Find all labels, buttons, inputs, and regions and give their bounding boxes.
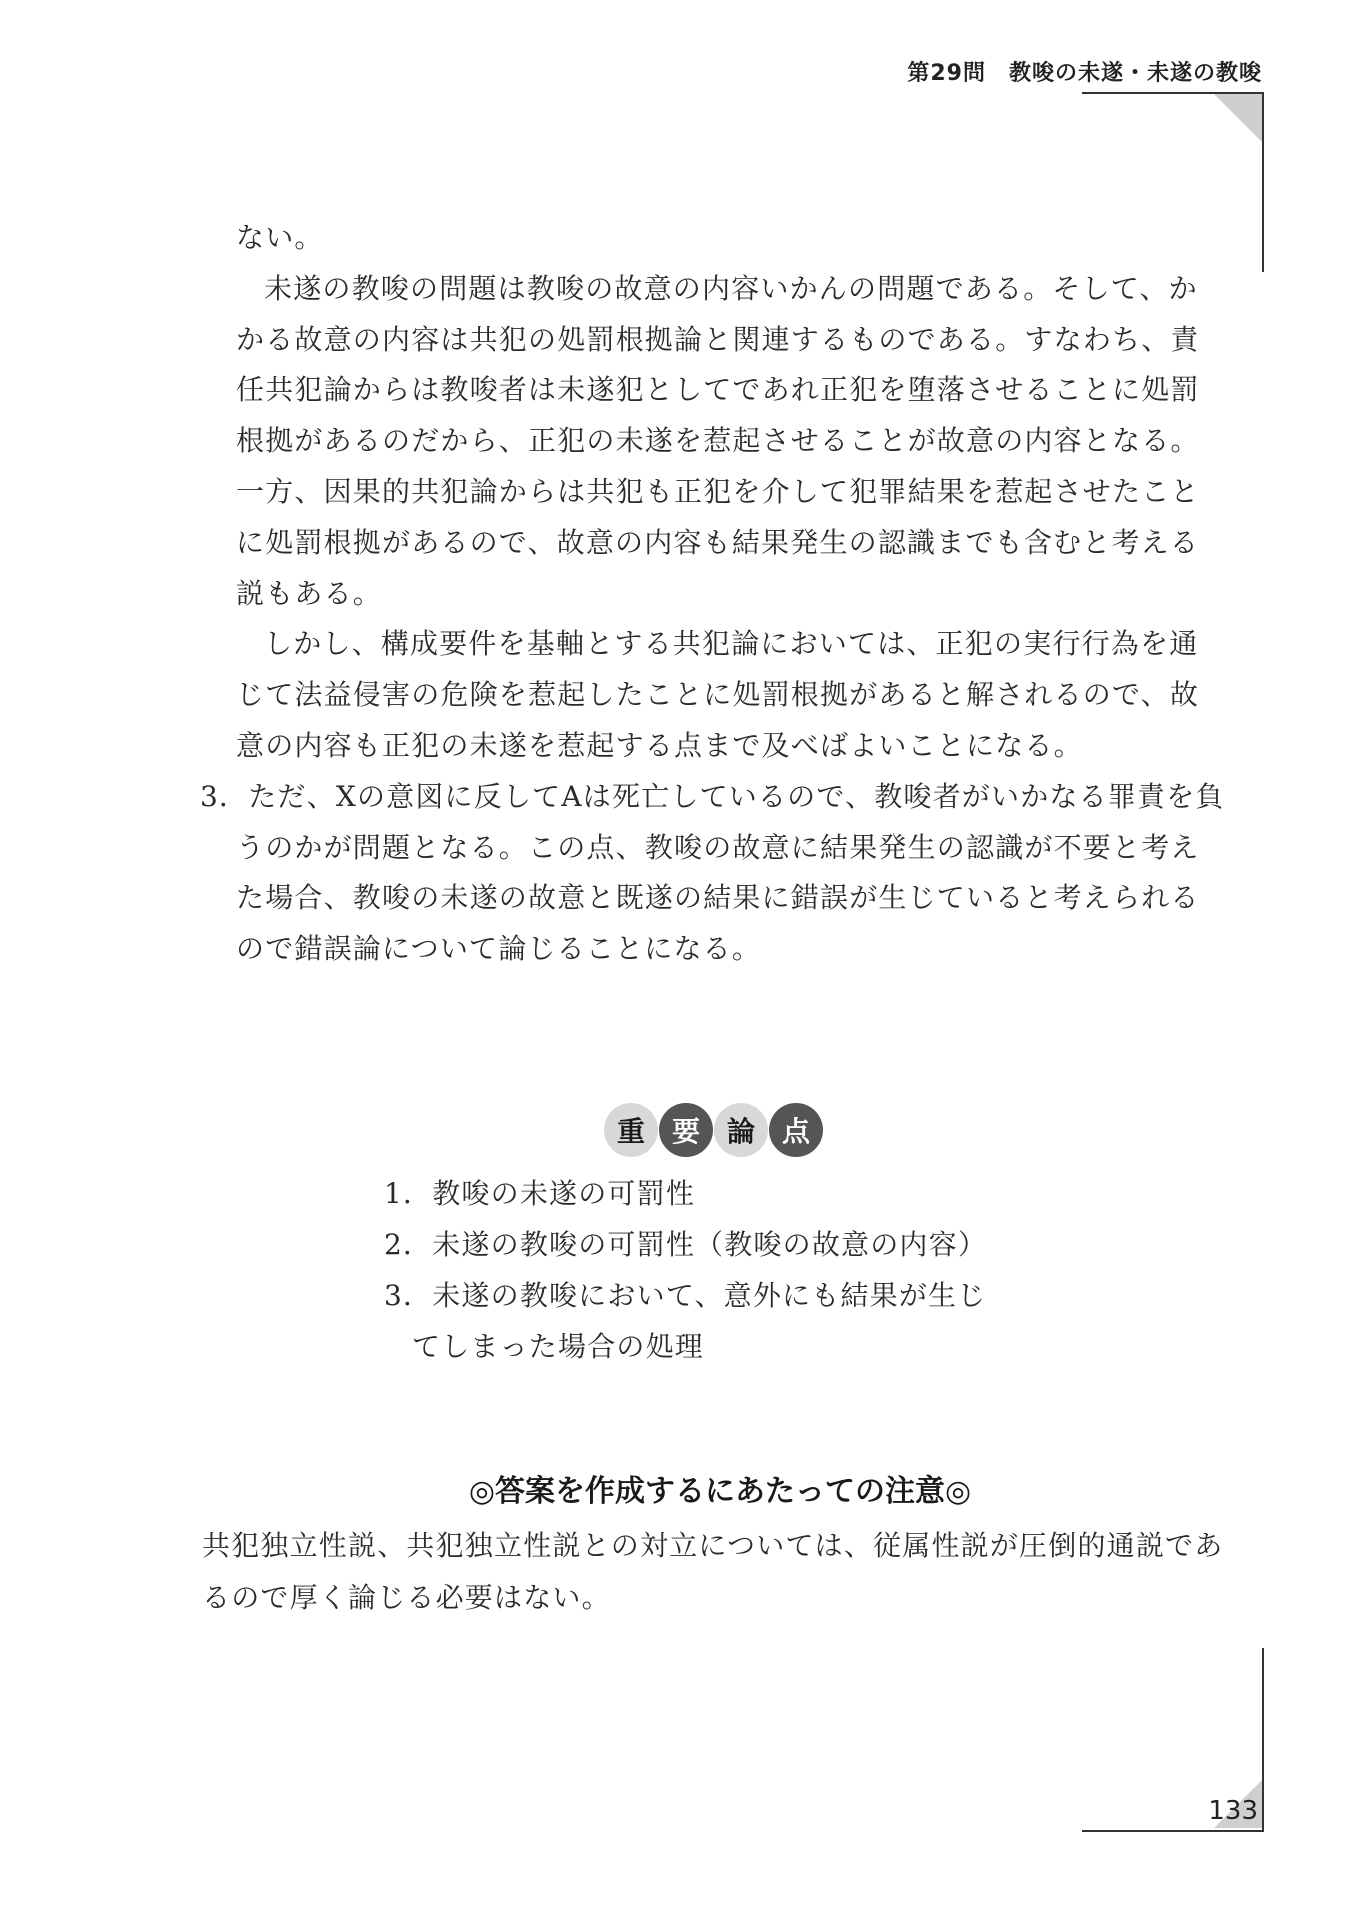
- footer-rule: [1082, 1830, 1264, 1832]
- heading-badge-2: 要: [659, 1103, 713, 1157]
- header-corner-triangle: [1214, 94, 1262, 142]
- key-points-list: [384, 1168, 1084, 1372]
- note-text: [202, 1520, 1232, 1624]
- key-point-item-continuation: てしまった場合の処理: [412, 1330, 705, 1363]
- footer-vertical-rule: [1262, 1648, 1264, 1830]
- page-number: 133: [1208, 1796, 1258, 1826]
- note-title: ◎答案を作成するにあたっての注意◎: [468, 1474, 972, 1509]
- key-points-heading: [604, 1103, 824, 1157]
- heading-badge-1: 重: [604, 1103, 658, 1157]
- paragraph-point-3: 3．ただ、Xの意図に反してAは死亡しているので、教唆者がいかなる罪責を負うのかが問題となる。この点、教唆の故意に結果発生の認識が不要と考えた場合、教唆の未遂の故意と既遂の結果に錯誤が生じていると考えられるので錯誤論について論じることになる。: [200, 779, 1225, 966]
- note-paragraph: 共犯独立性説、共犯独立性説との対立については、従属性説が圧倒的通説であるので厚く論じる必要はない。: [202, 1529, 1224, 1614]
- running-header: 第29問 教唆の未遂・未遂の教唆: [907, 61, 1262, 86]
- key-point-item: 2．未遂の教唆の可罰性（教唆の故意の内容）: [384, 1228, 988, 1261]
- key-point-item: 1．教唆の未遂の可罰性: [384, 1177, 696, 1210]
- key-point-item: 3．未遂の教唆において、意外にも結果が生じ: [384, 1279, 987, 1312]
- paragraph-attempt-instigation: 未遂の教唆の問題は教唆の故意の内容いかんの問題である。そして、かかる故意の内容は共犯の処罰根拠論と関連するものである。すなわち、責任共犯論からは教唆者は未遂犯としてであれ正犯を堕落させることに処罰根拠があるのだから、正犯の未遂を惹起させることが故意の内容となる。一方、因果的共犯論からは共犯も正犯を介して犯罪結果を惹起させたことに処罰根拠があるので、故意の内容も結果発生の認識までも含むと考える説もある。: [236, 271, 1200, 610]
- heading-badge-4: 点: [769, 1103, 823, 1157]
- header-vertical-rule: [1262, 92, 1264, 272]
- paragraph-continuation: ない。: [236, 221, 324, 254]
- heading-badge-3: 論: [714, 1103, 768, 1157]
- body-text: [200, 213, 1226, 975]
- paragraph-constituent-theory: しかし、構成要件を基軸とする共犯論においては、正犯の実行行為を通じて法益侵害の危険を惹起したことに処罰根拠があると解されるので、故意の内容も正犯の未遂を惹起する点まで及べばよいことになる。: [236, 627, 1200, 762]
